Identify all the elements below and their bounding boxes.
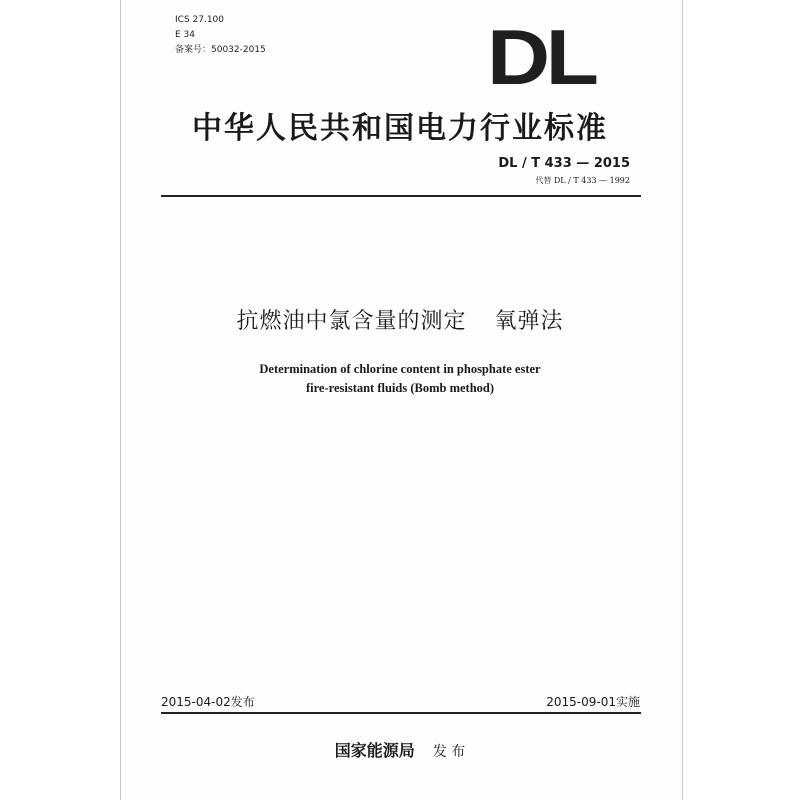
english-title-line-1: Determination of chlorine content in phosphate ester — [259, 362, 541, 376]
ics-code: ICS 27.100 — [175, 15, 225, 25]
replaces-standard: 代替 DL / T 433 — 1992 — [535, 176, 630, 185]
chinese-title — [160, 304, 640, 335]
standard-number: DL / T 433 — 2015 — [498, 156, 630, 171]
bottom-divider — [161, 712, 641, 714]
chinese-title-main: 抗燃油中氯含量的测定 — [236, 309, 467, 334]
issue-date: 2015-04-02发布 — [161, 695, 255, 709]
english-title-line-2: fire-resistant fluids (Bomb method) — [305, 381, 495, 395]
publisher-suffix: 发 布 — [432, 744, 466, 760]
top-divider — [161, 195, 641, 197]
record-number: 备案号：50032-2015 — [175, 45, 266, 55]
publisher-line — [160, 738, 640, 761]
dl-logo: DL — [487, 13, 595, 101]
publisher-name: 国家能源局 — [334, 741, 415, 760]
category-code: E 34 — [175, 30, 195, 40]
issuing-standard-title: 中华人民共和国电力行业标准 — [192, 111, 608, 146]
effective-date: 2015-09-01实施 — [546, 695, 640, 709]
classification-block — [175, 13, 266, 58]
chinese-title-method: 氧弹法 — [494, 309, 564, 334]
english-title — [160, 360, 640, 398]
